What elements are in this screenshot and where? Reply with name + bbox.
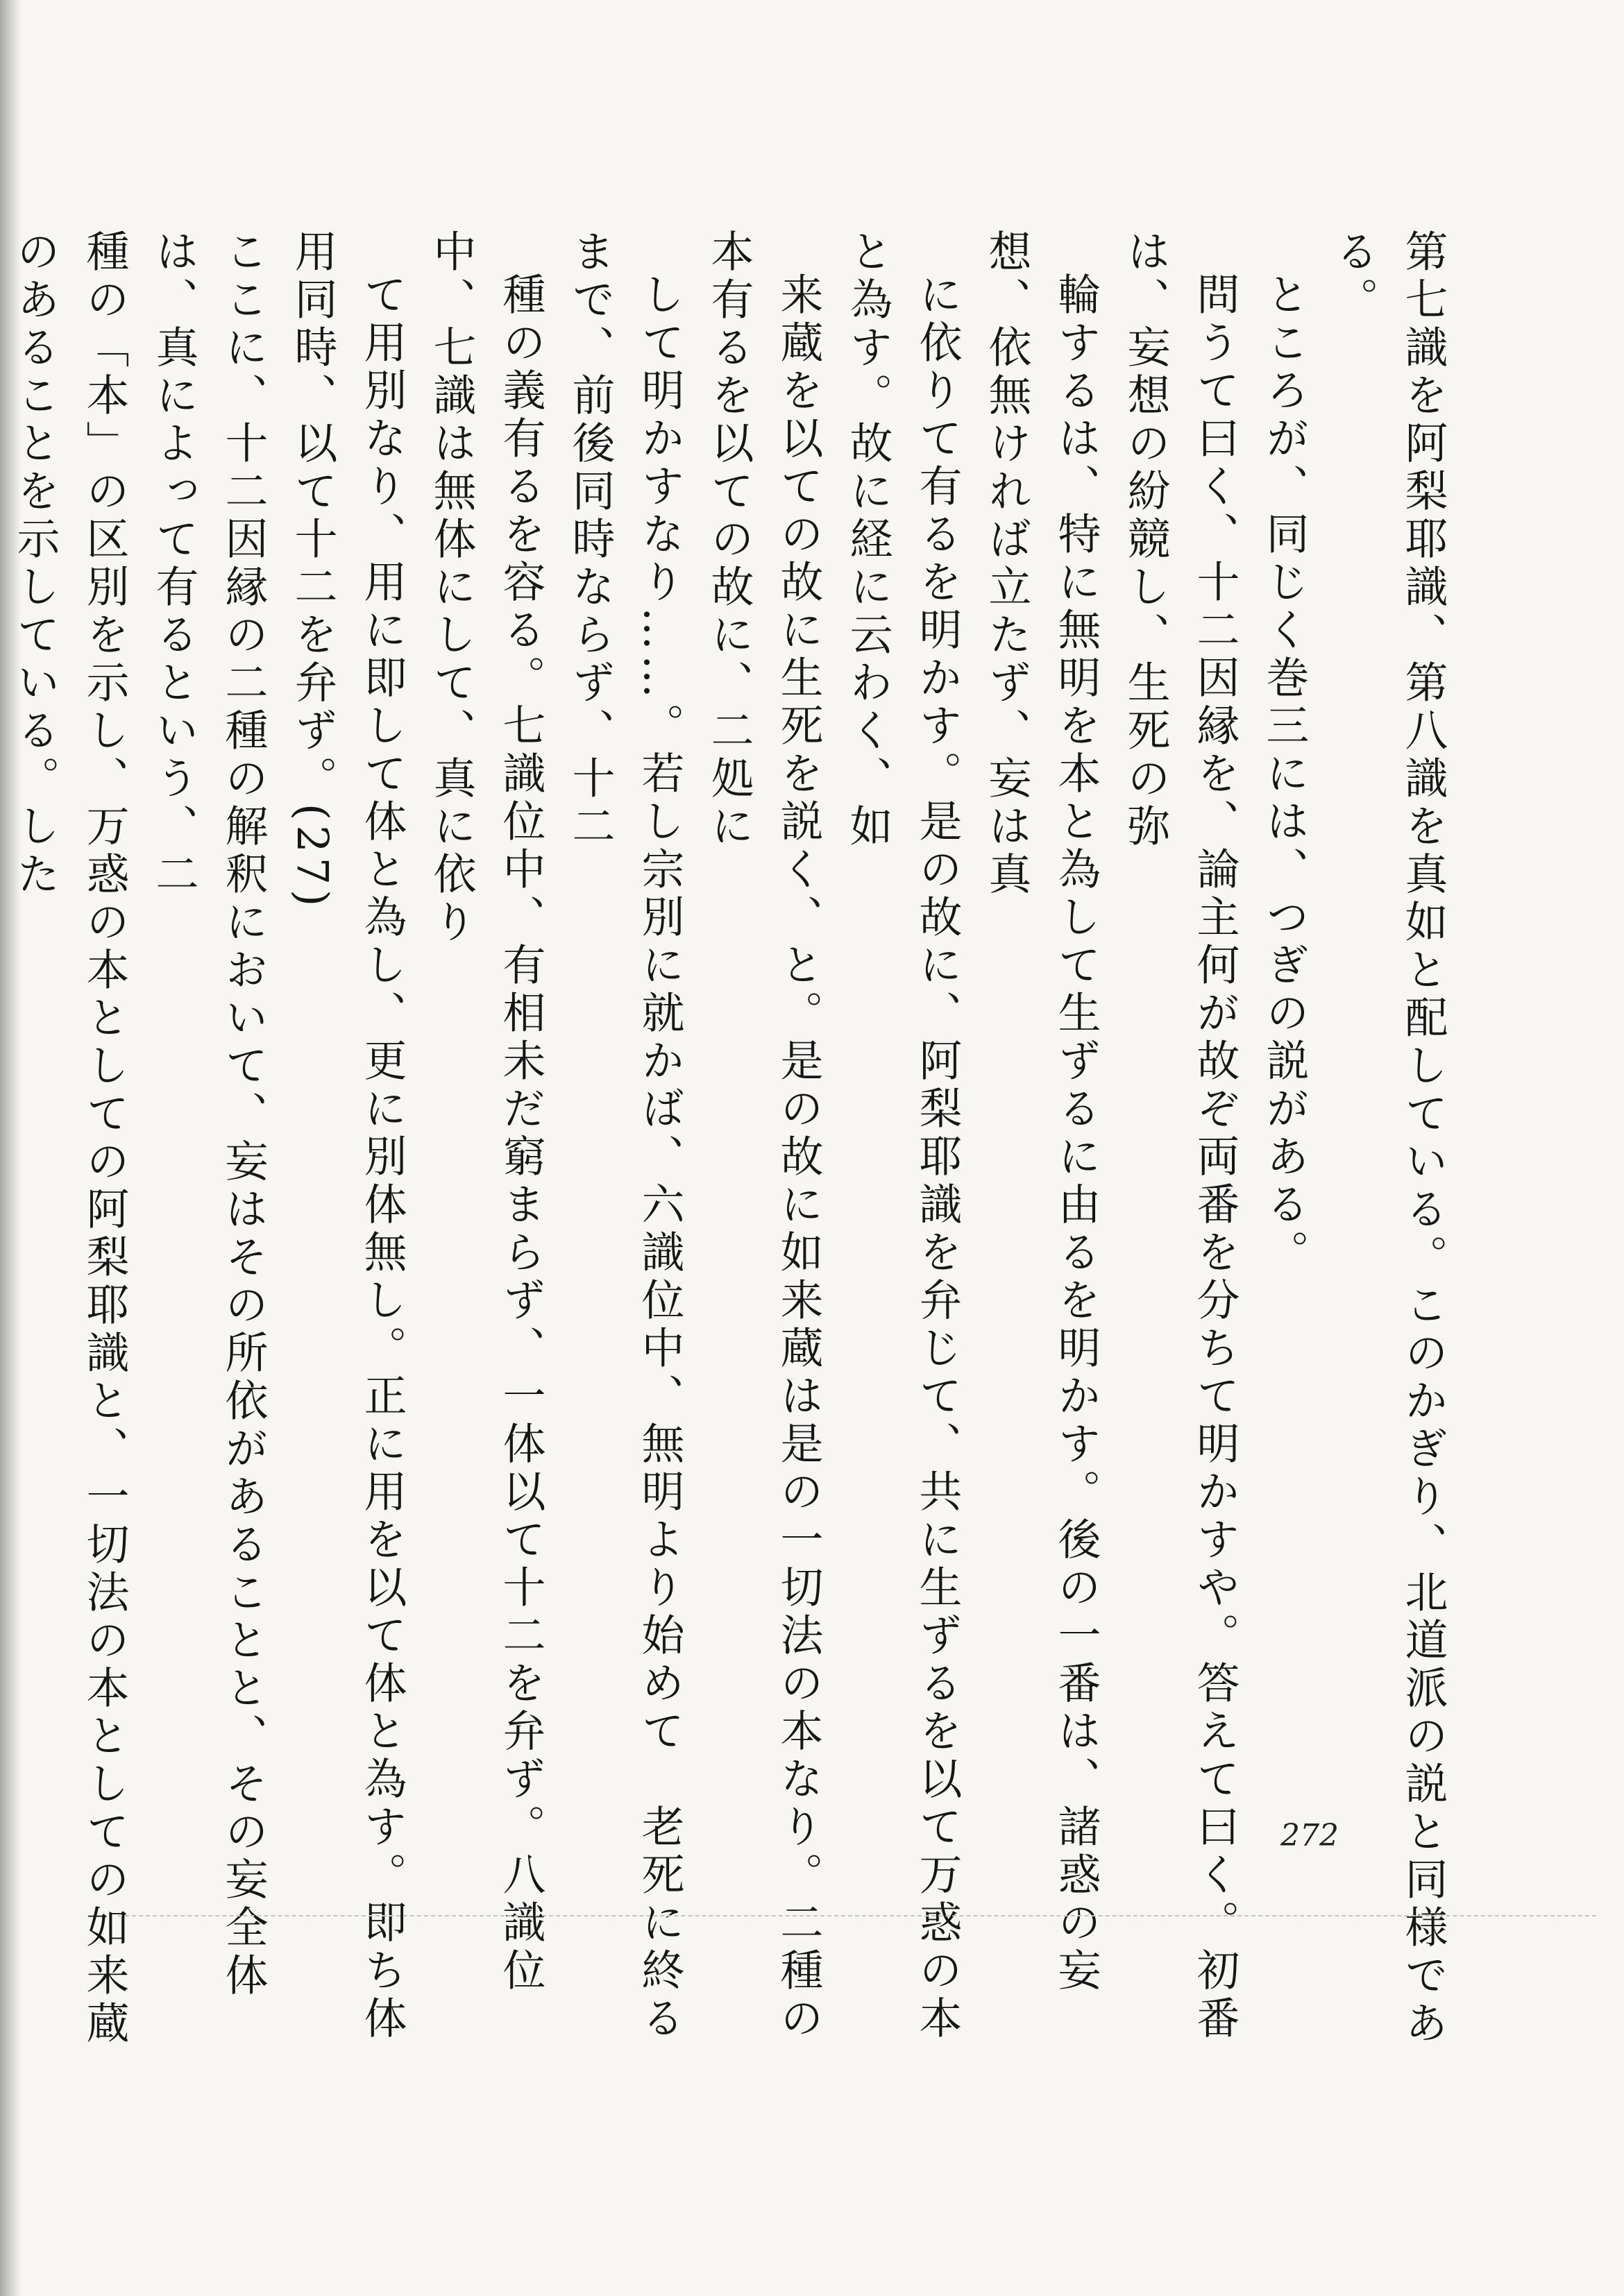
text-line-4: 輪するは、特に無明を本と為して生ずるに由るを明かす。後の一番は、諸惑の妄想、依無ければ立たず、妄は真 xyxy=(981,229,1101,1996)
page-number: 272 xyxy=(1280,1818,1339,1853)
text-line-7: して明かすなり……。若し宗別に就かば、六識位中、無明より始めて 老死に終るまで、前後同時ならず、十二 xyxy=(565,229,685,2043)
text-line-9: て用別なり、用に即して体と為し、更に別体無し。正に用を以て体と為す。即ち体用同時、以て十二を弁ず。(27) xyxy=(287,229,407,2043)
text-line-3: 問うて曰く、十二因縁を、論主何が故ぞ両番を分ちて明かすや。答えて曰く。初番は、妄想の紛競し、生死の弥 xyxy=(1120,229,1240,2043)
text-line-1: 第七識を阿梨耶識、第八識を真如と配している。このかぎり、北道派の説と同様である。 xyxy=(1328,229,1448,2048)
text-line-8: 種の義有るを容る。七識位中、有相未だ窮まらず、一体以て十二を弁ず。八識位中、七識は無体にして、真に依り xyxy=(426,229,546,1996)
footer-rule xyxy=(118,1915,1596,1916)
page-body-text xyxy=(10,229,1457,2061)
text-line-10: ここに、十二因縁の二種の解釈において、妄はその所依があることと、その妄全体は、真によって有るという、二 xyxy=(149,229,269,2000)
text-line-6: 来蔵を以ての故に生死を説く、と。是の故に如来蔵は是の一切法の本なり。二種の本有るを以ての故に、二処に xyxy=(704,229,824,2043)
text-line-2: ところが、同じく巻三には、つぎの説がある。 xyxy=(1259,272,1310,1277)
text-line-11: 種の「本」の区別を示し、万惑の本としての阿梨耶識と、一切法の本としての如来蔵のあることを示している。した xyxy=(10,229,130,2048)
text-line-5: に依りて有るを明かす。是の故に、阿梨耶識を弁じて、共に生ずるを以て万惑の本と為す。故に経に云わく、如 xyxy=(843,229,963,2043)
